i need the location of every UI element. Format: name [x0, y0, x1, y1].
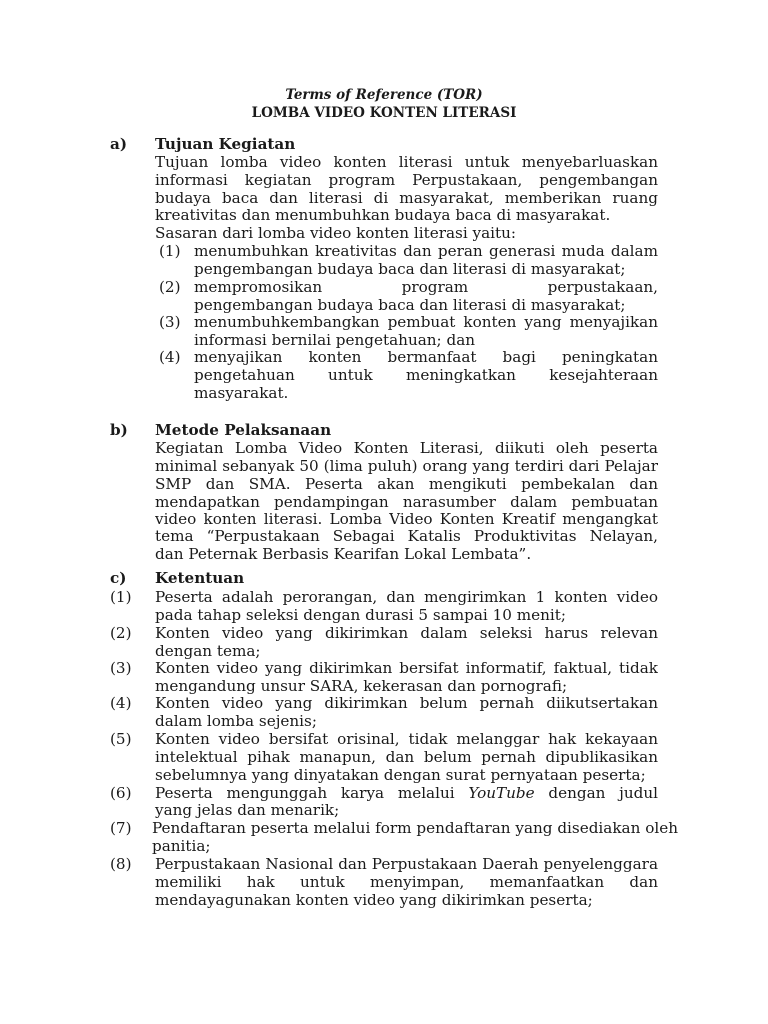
list-number: (5)	[110, 730, 132, 748]
list-item-line: dengan tema;	[155, 642, 261, 660]
list-item-line: Konten video bersifat orisinal, tidak melanggar hak kekayaan	[155, 730, 658, 748]
list-item-text: Peserta mengunggah karya melalui	[155, 784, 469, 802]
list-number: (8)	[110, 855, 132, 873]
section-b-paragraph-line: video konten literasi. Lomba Video Konten Kreatif mengangkat	[155, 510, 658, 528]
section-b-paragraph-line: minimal sebanyak 50 (lima puluh) orang yang terdiri dari Pelajar	[155, 457, 658, 475]
section-b-heading: Metode Pelaksanaan	[155, 421, 332, 439]
list-item-line: menumbuhkan kreativitas dan peran generasi muda dalam	[194, 242, 658, 260]
section-b-paragraph-line: SMP dan SMA. Peserta akan mengikuti pembekalan dan	[155, 475, 658, 493]
list-item-line: menumbuhkembangkan pembuat konten yang menyajikan	[194, 313, 658, 331]
section-b-paragraph-line: Kegiatan Lomba Video Konten Literasi, diikuti oleh peserta	[155, 439, 658, 457]
section-a-paragraph-line: kreativitas dan menumbuhkan budaya baca di masyarakat.	[155, 206, 611, 224]
list-number: (2)	[110, 624, 132, 642]
youtube-text: YouTube	[468, 784, 535, 802]
list-item-line: pengembangan budaya baca dan literasi di masyarakat;	[194, 260, 626, 278]
list-item-line: Konten video yang dikirimkan belum pernah diikutsertakan	[155, 694, 658, 712]
list-item-line: Peserta adalah perorangan, dan mengirimkan 1 konten video	[155, 588, 658, 606]
section-a-paragraph-line: Tujuan lomba video konten literasi untuk menyebarluaskan	[155, 153, 658, 171]
list-number: (3)	[159, 313, 181, 331]
section-a-intro: Sasaran dari lomba video konten literasi yaitu:	[155, 224, 516, 242]
list-item-line: informasi bernilai pengetahuan; dan	[194, 331, 476, 349]
list-item-line: intelektual pihak manapun, dan belum pernah dipublikasikan	[155, 748, 658, 766]
list-item-line: Konten video yang dikirimkan dalam seleksi harus relevan	[155, 624, 658, 642]
list-item-line: pada tahap seleksi dengan durasi 5 sampai 10 menit;	[155, 606, 567, 624]
document-title: Terms of Reference (TOR)	[285, 87, 483, 103]
section-c-marker: c)	[110, 569, 127, 587]
list-item-line: memiliki hak untuk menyimpan, memanfaatkan dan	[155, 873, 658, 891]
list-item-line: panitia;	[152, 837, 211, 855]
section-b-paragraph-line: dan Peternak Berbasis Kearifan Lokal Lembata”.	[155, 545, 532, 563]
list-item-line: mempromosikan program perpustakaan,	[194, 278, 658, 296]
list-item-line	[155, 784, 658, 802]
list-number: (4)	[159, 348, 181, 366]
list-item-line: Perpustakaan Nasional dan Perpustakaan Daerah penyelenggara	[155, 855, 658, 873]
list-item-line: menyajikan konten bermanfaat bagi peningkatan	[194, 348, 658, 366]
list-item-text: dengan judul	[534, 784, 658, 802]
list-item-line: sebelumnya yang dinyatakan dengan surat pernyataan peserta;	[155, 766, 646, 784]
section-b-paragraph-line: mendapatkan pendampingan narasumber dalam pembuatan	[155, 493, 658, 511]
list-item-line: mengandung unsur SARA, kekerasan dan pornografi;	[155, 677, 568, 695]
list-item-line: pengembangan budaya baca dan literasi di masyarakat;	[194, 296, 626, 314]
list-number: (1)	[159, 242, 181, 260]
list-number: (3)	[110, 659, 132, 677]
section-a-marker: a)	[110, 135, 128, 153]
list-item-line: pengetahuan untuk meningkatkan kesejahteraan	[194, 366, 658, 384]
list-item-line: dalam lomba sejenis;	[155, 712, 317, 730]
section-c-heading: Ketentuan	[155, 569, 245, 587]
list-item-line: mendayagunakan konten video yang dikirimkan peserta;	[155, 891, 593, 909]
list-number: (1)	[110, 588, 132, 606]
list-number: (6)	[110, 784, 132, 802]
section-a-paragraph-line: informasi kegiatan program Perpustakaan, pengembangan	[155, 171, 658, 189]
list-number: (2)	[159, 278, 181, 296]
list-item-line: Konten video yang dikirimkan bersifat informatif, faktual, tidak	[155, 659, 658, 677]
section-a-paragraph-line: budaya baca dan literasi di masyarakat, memberikan ruang	[155, 189, 658, 207]
list-number: (7)	[110, 819, 132, 837]
section-a-heading: Tujuan Kegiatan	[155, 135, 296, 153]
section-b-paragraph-line: tema “Perpustakaan Sebagai Katalis Produktivitas Nelayan,	[155, 527, 658, 545]
list-item-line: yang jelas dan menarik;	[155, 801, 340, 819]
section-b-marker: b)	[110, 421, 128, 439]
document-subtitle: LOMBA VIDEO KONTEN LITERASI	[251, 105, 517, 121]
list-number: (4)	[110, 694, 132, 712]
list-item-line: masyarakat.	[194, 384, 289, 402]
list-item-line: Pendaftaran peserta melalui form pendaftaran yang disediakan oleh	[152, 819, 678, 837]
